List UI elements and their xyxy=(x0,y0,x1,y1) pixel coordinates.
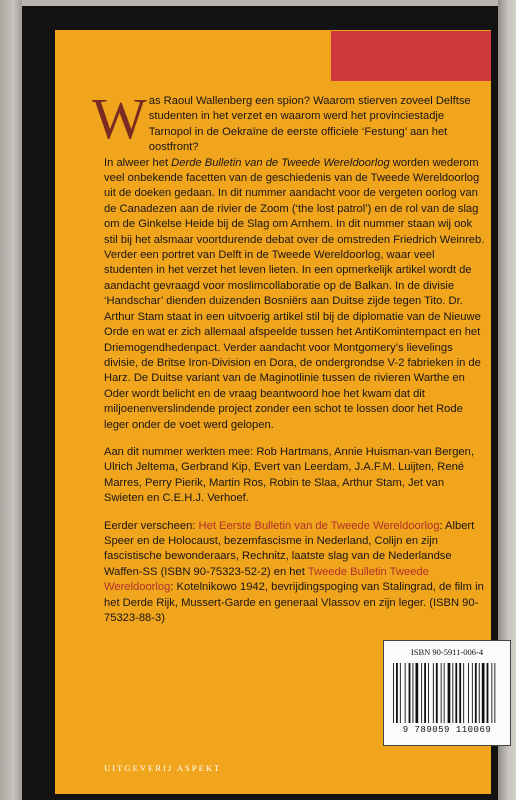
bulletin-title: Derde Bulletin van de Tweede Wereldoorlog xyxy=(171,156,390,169)
contributors-paragraph: Aan dit nummer werkten mee: Rob Hartmans, Annie Huisman-van Bergen, Ulrich Jeltema, Gerbrand Kip, Evert van Leerdam, J.A.F.M. Luijten, René Marres, Perry Pierik, Martin Ros, Robin te Slaa, Arthur Stam, Jet van Swieten en C.E.H.J. Verhoef. xyxy=(104,445,474,505)
dropcap: W xyxy=(92,86,143,151)
barcode-icon xyxy=(393,663,501,723)
publisher-name: UITGEVERIJ ASPEKT xyxy=(104,763,222,773)
barcode-box xyxy=(383,640,511,746)
intro-paragraph xyxy=(92,86,486,156)
earlier-prefix: Eerder verscheen: xyxy=(104,519,199,532)
main-paragraph-body: worden wederom veel onbekende facetten van de geschiedenis van de Tweede Wereldoorlog uit de doeken gedaan. In dit nummer aandacht voor de vergeten oorlog van de Canadezen aan de rivier de Zoom (‘the lost patrol’) en de rol van de slag om de Ginkelse Heide bij de Slag om Arnhem. In dit nummer staan wij ook stil bij het alsmaar voortdurende debat over de omstreden Friedrich Weinreb. Verder een portret van Delft in de Tweede Wereldoorlog, waar veel studenten in het verzet het leven lieten. In een opmerkelijk artikel wordt de aandacht gevraagd voor moslimcollaboratie op de Balkan. In de divisie ‘Handschar’ dienden duizenden Bosniërs aan Duitse zijde tegen Tito. Dr. Arthur Stam staat in een uitvoerig artikel stil bij de diplomatie van de Nieuwe Orde en wat er zich allemaal afspeelde tussen het AntiKominternpact en het Driemogendhedenpact. Verder aandacht voor Montgomery’s lievelings divisie, de Britse Iron-Division en Dora, de ondergrondse V-2 fabrieken in de Harz. De Duitse variant van de Maginotlinie tussen de rivieren Warthe en Oder wordt belicht en de vraag beantwoord hoe het kwam dat dit miljoenenverslindende project zonder een schot te lossen door het Rode leger onder de voet werd gelopen. xyxy=(104,156,485,431)
earlier-desc-2: : Kotelnikowo 1942, bevrijdingspoging van Stalingrad, de film in het Derde Rijk, Mussert-Garde en generaal Vlassov en zijn leger. (ISBN 90-75323-88-3) xyxy=(104,581,484,624)
earlier-title-1: Het Eerste Bulletin van de Tweede Wereldoorlog xyxy=(198,519,440,532)
page-edge-left xyxy=(0,0,22,800)
earlier-title-2: Tweede Bulletin Tweede Wereldoorlog xyxy=(104,565,429,594)
earlier-paragraph xyxy=(104,519,486,627)
intro-text: as Raoul Wallenberg een spion? Waarom stierven zoveel Delftse studenten in het verzet en waarom werd het provinciestadje Tarnopol in de Oekraïne de eerste officiele ‘Festung’ aan het oostfront? xyxy=(148,95,471,154)
earlier-desc-1: : Albert Speer en de Holocaust, bezemfascisme in Nederland, Colijn en zijn fascistische bewonderaars, Rechnitz, laatste slag van de Nederlandse Waffen-SS (ISBN 90-75323-52-2) en het xyxy=(104,519,475,578)
isbn-label: ISBN 90-5911-006-4 xyxy=(410,647,484,657)
main-paragraph xyxy=(104,156,486,433)
blurb-text xyxy=(92,86,486,626)
main-paragraph-start: In alweer het xyxy=(104,156,172,169)
barcode-number: 9 789059 110069 xyxy=(402,725,492,735)
red-accent-block xyxy=(331,31,491,81)
